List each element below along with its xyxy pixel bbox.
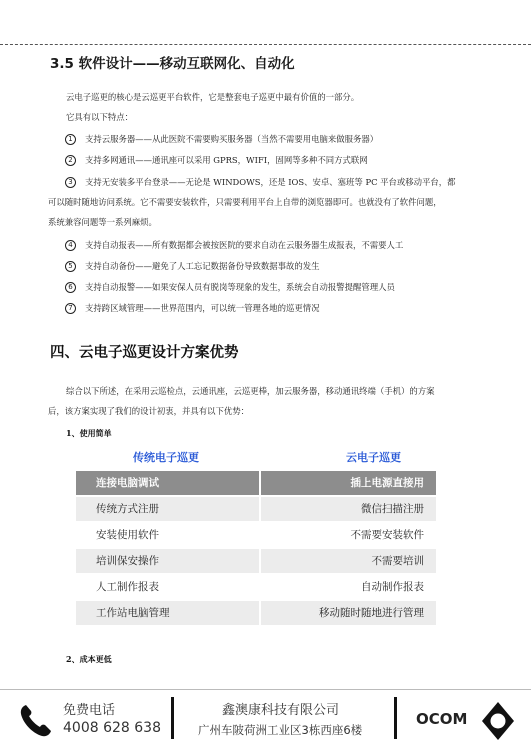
feature-item — [65, 133, 378, 145]
phone-icon — [16, 701, 56, 741]
circled-number: 5 — [65, 261, 76, 272]
hotline-number: 4008 628 638 — [63, 720, 161, 736]
circled-number: 3 — [65, 177, 76, 188]
subheading-lower-cost: 2、成本更低 — [66, 654, 112, 664]
table-cell: 人工制作报表 — [76, 575, 259, 599]
feature-text: 支持自动备份——避免了人工忘记数据备份导致数据事故的发生 — [85, 261, 320, 271]
feature-text: 支持云服务器——从此医院不需要购买服务器（当然不需要用电脑来做服务器） — [85, 134, 379, 144]
comparison-table — [76, 471, 436, 627]
footer-divider — [171, 697, 174, 739]
feature-text: 支持无安装多平台登录——无论是 WINDOWS，还是 IOS、安卓、塞班等 PC 平台或移动平台，都 — [85, 177, 456, 187]
company-address: 广州车陂荷洲工业区3栋西座6楼 — [198, 723, 363, 737]
column-title-traditional: 传统电子巡更 — [133, 451, 199, 464]
feature-item — [65, 176, 456, 188]
feature-continuation: 系统兼容问题等一系列麻烦。 — [48, 217, 157, 227]
table-cell: 插上电源直接用 — [261, 471, 436, 495]
circled-number: 6 — [65, 282, 76, 293]
feature-text: 支持多网通讯——通讯座可以采用 GPRS，WIFI，固网等多种不同方式联网 — [85, 155, 368, 165]
table-cell: 培训保安操作 — [76, 549, 259, 573]
table-cell: 移动随时随地进行管理 — [261, 601, 436, 625]
table-cell: 工作站电脑管理 — [76, 601, 259, 625]
feature-continuation: 可以随时随地访问系统。它不需要安装软件，只需要利用平台上自带的浏览器即可。也就没有了软件问题， — [48, 197, 442, 207]
feature-item — [65, 281, 395, 293]
table-cell: 自动制作报表 — [261, 575, 436, 599]
table-header-row — [76, 471, 436, 495]
feature-item — [65, 239, 403, 251]
feature-item — [65, 302, 320, 314]
section-4-paragraph: 综合以下所述，在采用云巡检点，云通讯座，云巡更棒，加云服务器，移动通讯终端（手机）的方案 — [66, 386, 435, 396]
circled-number: 4 — [65, 240, 76, 251]
brand-name: OCOM — [416, 710, 468, 728]
table-row — [76, 523, 436, 547]
column-title-cloud: 云电子巡更 — [346, 451, 401, 464]
table-cell: 安装使用软件 — [76, 523, 259, 547]
feature-item — [65, 260, 320, 272]
feature-text: 支持自动报表——所有数据都会被按医院的要求自动在云服务器生成报表，不需要人工 — [85, 240, 404, 250]
table-cell: 不需要安装软件 — [261, 523, 436, 547]
table-cell: 不需要培训 — [261, 549, 436, 573]
subheading-easy-use: 1、使用简单 — [66, 428, 112, 438]
company-name: 鑫澳康科技有限公司 — [222, 703, 340, 718]
footer-divider — [394, 697, 397, 739]
table-cell: 微信扫描注册 — [261, 497, 436, 521]
circled-number: 7 — [65, 303, 76, 314]
section-heading: 3.5 软件设计——移动互联网化、自动化 — [50, 56, 295, 72]
table-row — [76, 601, 436, 625]
section-4-paragraph: 后，该方案实现了我们的设计初衷，并具有以下优势： — [48, 406, 249, 416]
table-cell: 传统方式注册 — [76, 497, 259, 521]
feature-item — [65, 154, 368, 166]
section-4-heading: 四、云电子巡更设计方案优势 — [50, 345, 239, 361]
table-row — [76, 497, 436, 521]
table-row — [76, 575, 436, 599]
brand-logo-icon — [480, 701, 516, 741]
footer-rule — [0, 689, 531, 690]
circled-number: 1 — [65, 134, 76, 145]
feature-text: 支持自动报警——如果安保人员有脱岗等现象的发生，系统会自动报警提醒管理人员 — [85, 282, 395, 292]
intro-paragraph: 云电子巡更的核心是云巡更平台软件，它是整套电子巡更中最有价值的一部分。 — [66, 92, 360, 102]
feature-text: 支持跨区域管理——世界范围内，可以统一管理各地的巡更情况 — [85, 303, 320, 313]
table-cell: 连接电脑调试 — [76, 471, 259, 495]
table-row — [76, 549, 436, 573]
circled-number: 2 — [65, 155, 76, 166]
features-lead: 它具有以下特点： — [66, 112, 133, 122]
hotline-label: 免费电话 — [63, 703, 116, 718]
top-dashed-rule — [0, 44, 531, 45]
